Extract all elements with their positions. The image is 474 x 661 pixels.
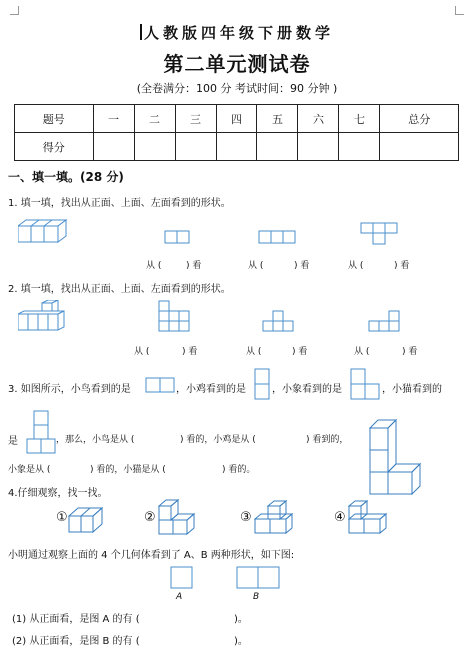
score-input-cell[interactable] bbox=[257, 133, 298, 161]
score-cell: 总分 bbox=[380, 105, 459, 133]
q4-label-b: B bbox=[253, 592, 260, 602]
series-title bbox=[0, 22, 474, 43]
score-cell: 七 bbox=[339, 105, 380, 133]
q1-label-1b: ) 看 bbox=[186, 261, 202, 271]
score-cell: 三 bbox=[175, 105, 216, 133]
q1-solid-figure bbox=[18, 218, 68, 244]
page-subtitle: (全卷满分：100 分 考试时间：90 分钟 ) bbox=[136, 82, 338, 95]
q3-bird-view bbox=[145, 377, 175, 393]
q3-elephant-view bbox=[350, 368, 380, 400]
q3-line1c: ，小象看到的是 bbox=[272, 384, 342, 395]
q3-line1d: ，小猫看到的 bbox=[382, 384, 442, 395]
q3-line3a: 小象是从 ( bbox=[8, 465, 51, 475]
score-input-cell[interactable] bbox=[93, 133, 134, 161]
q3-solid-figure bbox=[368, 418, 424, 496]
q1-label-1a: 从 ( bbox=[146, 261, 162, 271]
q3-line2a: 是 bbox=[8, 436, 18, 447]
page-title: 第二单元测试卷 bbox=[163, 52, 311, 76]
q1-label-2b: ) 看 bbox=[294, 261, 310, 271]
q3-line1a: 3. 如图所示，小鸟看到的是 bbox=[8, 384, 131, 395]
q2-prompt: 2. 填一填，找出从正面、上面、左面看到的形状。 bbox=[8, 284, 231, 295]
q4-shape-a bbox=[170, 566, 194, 590]
q3-line3b: ) 看的，小猫是从 ( bbox=[90, 465, 166, 475]
score-input-cell[interactable] bbox=[380, 133, 459, 161]
q2-view-2 bbox=[262, 310, 296, 332]
q4-description: 小明通过观察上面的 4 个几何体看到了 A、B 两种形状，如下图: bbox=[8, 550, 295, 561]
q4-number-3: ③ bbox=[240, 510, 252, 525]
q2-view-3 bbox=[368, 310, 402, 332]
q1-view-3 bbox=[360, 222, 398, 246]
corner-mark-right bbox=[455, 6, 464, 15]
score-input-cell[interactable] bbox=[339, 133, 380, 161]
q1-prompt: 1. 填一填，找出从正面、上面、左面看到的形状。 bbox=[8, 198, 231, 209]
q1-label-3a: 从 ( bbox=[348, 261, 364, 271]
score-cell: 一 bbox=[93, 105, 134, 133]
q4-shape-1 bbox=[68, 506, 104, 534]
score-cell: 五 bbox=[257, 105, 298, 133]
q4-sub2-text: (2) 从正面看，是图 B 的有 ( bbox=[12, 636, 140, 647]
q4-sub2-end: )。 bbox=[234, 636, 248, 647]
q1-label-2a: 从 ( bbox=[248, 261, 264, 271]
q2-view-1 bbox=[158, 300, 192, 332]
score-cell: 四 bbox=[216, 105, 257, 133]
q3-line3c: ) 看的。 bbox=[222, 465, 256, 475]
q4-number-1: ① bbox=[56, 510, 68, 525]
q2-solid-figure bbox=[18, 300, 66, 332]
q3-cat-view bbox=[26, 410, 56, 454]
q3-line2d: ) 看到的， bbox=[306, 435, 349, 445]
score-table-header-row bbox=[15, 105, 459, 133]
score-input-cell[interactable] bbox=[298, 133, 339, 161]
score-cell: 六 bbox=[298, 105, 339, 133]
series-text: 人教版四年级下册数学 bbox=[143, 24, 334, 42]
q1-view-1 bbox=[164, 230, 190, 244]
q2-label-1a: 从 ( bbox=[134, 347, 150, 357]
q4-sub1-text: (1) 从正面看，是图 A 的有 ( bbox=[12, 614, 140, 625]
q4-sub1-end: )。 bbox=[234, 614, 248, 625]
q4-number-4: ④ bbox=[334, 510, 346, 525]
score-table-score-row bbox=[15, 133, 459, 161]
score-row-label: 得分 bbox=[15, 133, 94, 161]
q4-shape-2 bbox=[158, 498, 196, 538]
q3-line2b: ，那么，小鸟是从 ( bbox=[56, 435, 135, 445]
q2-label-3a: 从 ( bbox=[354, 347, 370, 357]
q2-label-3b: ) 看 bbox=[402, 347, 418, 357]
q4-label-a: A bbox=[176, 592, 183, 602]
q4-shape-3 bbox=[254, 500, 294, 536]
score-cell: 二 bbox=[134, 105, 175, 133]
corner-mark-left bbox=[10, 6, 19, 15]
score-input-cell[interactable] bbox=[175, 133, 216, 161]
score-input-cell[interactable] bbox=[216, 133, 257, 161]
score-table bbox=[14, 104, 459, 161]
q1-label-3b: ) 看 bbox=[394, 261, 410, 271]
score-input-cell[interactable] bbox=[134, 133, 175, 161]
q1-view-2 bbox=[258, 230, 296, 244]
q4-number-2: ② bbox=[144, 510, 156, 525]
section-title: 一、填一填。(28 分) bbox=[8, 170, 124, 184]
q2-label-2a: 从 ( bbox=[246, 347, 262, 357]
score-cell: 题号 bbox=[15, 105, 94, 133]
q4-prompt: 4.仔细观察，找一找。 bbox=[8, 488, 108, 499]
q3-line2c: ) 看的，小鸡是从 ( bbox=[180, 435, 256, 445]
q2-label-2b: ) 看 bbox=[292, 347, 308, 357]
q4-shape-4 bbox=[348, 500, 388, 536]
q3-line1b: ，小鸡看到的是 bbox=[176, 384, 246, 395]
q2-label-1b: ) 看 bbox=[182, 347, 198, 357]
q4-shape-b bbox=[236, 566, 280, 590]
q3-chick-view bbox=[254, 368, 270, 400]
